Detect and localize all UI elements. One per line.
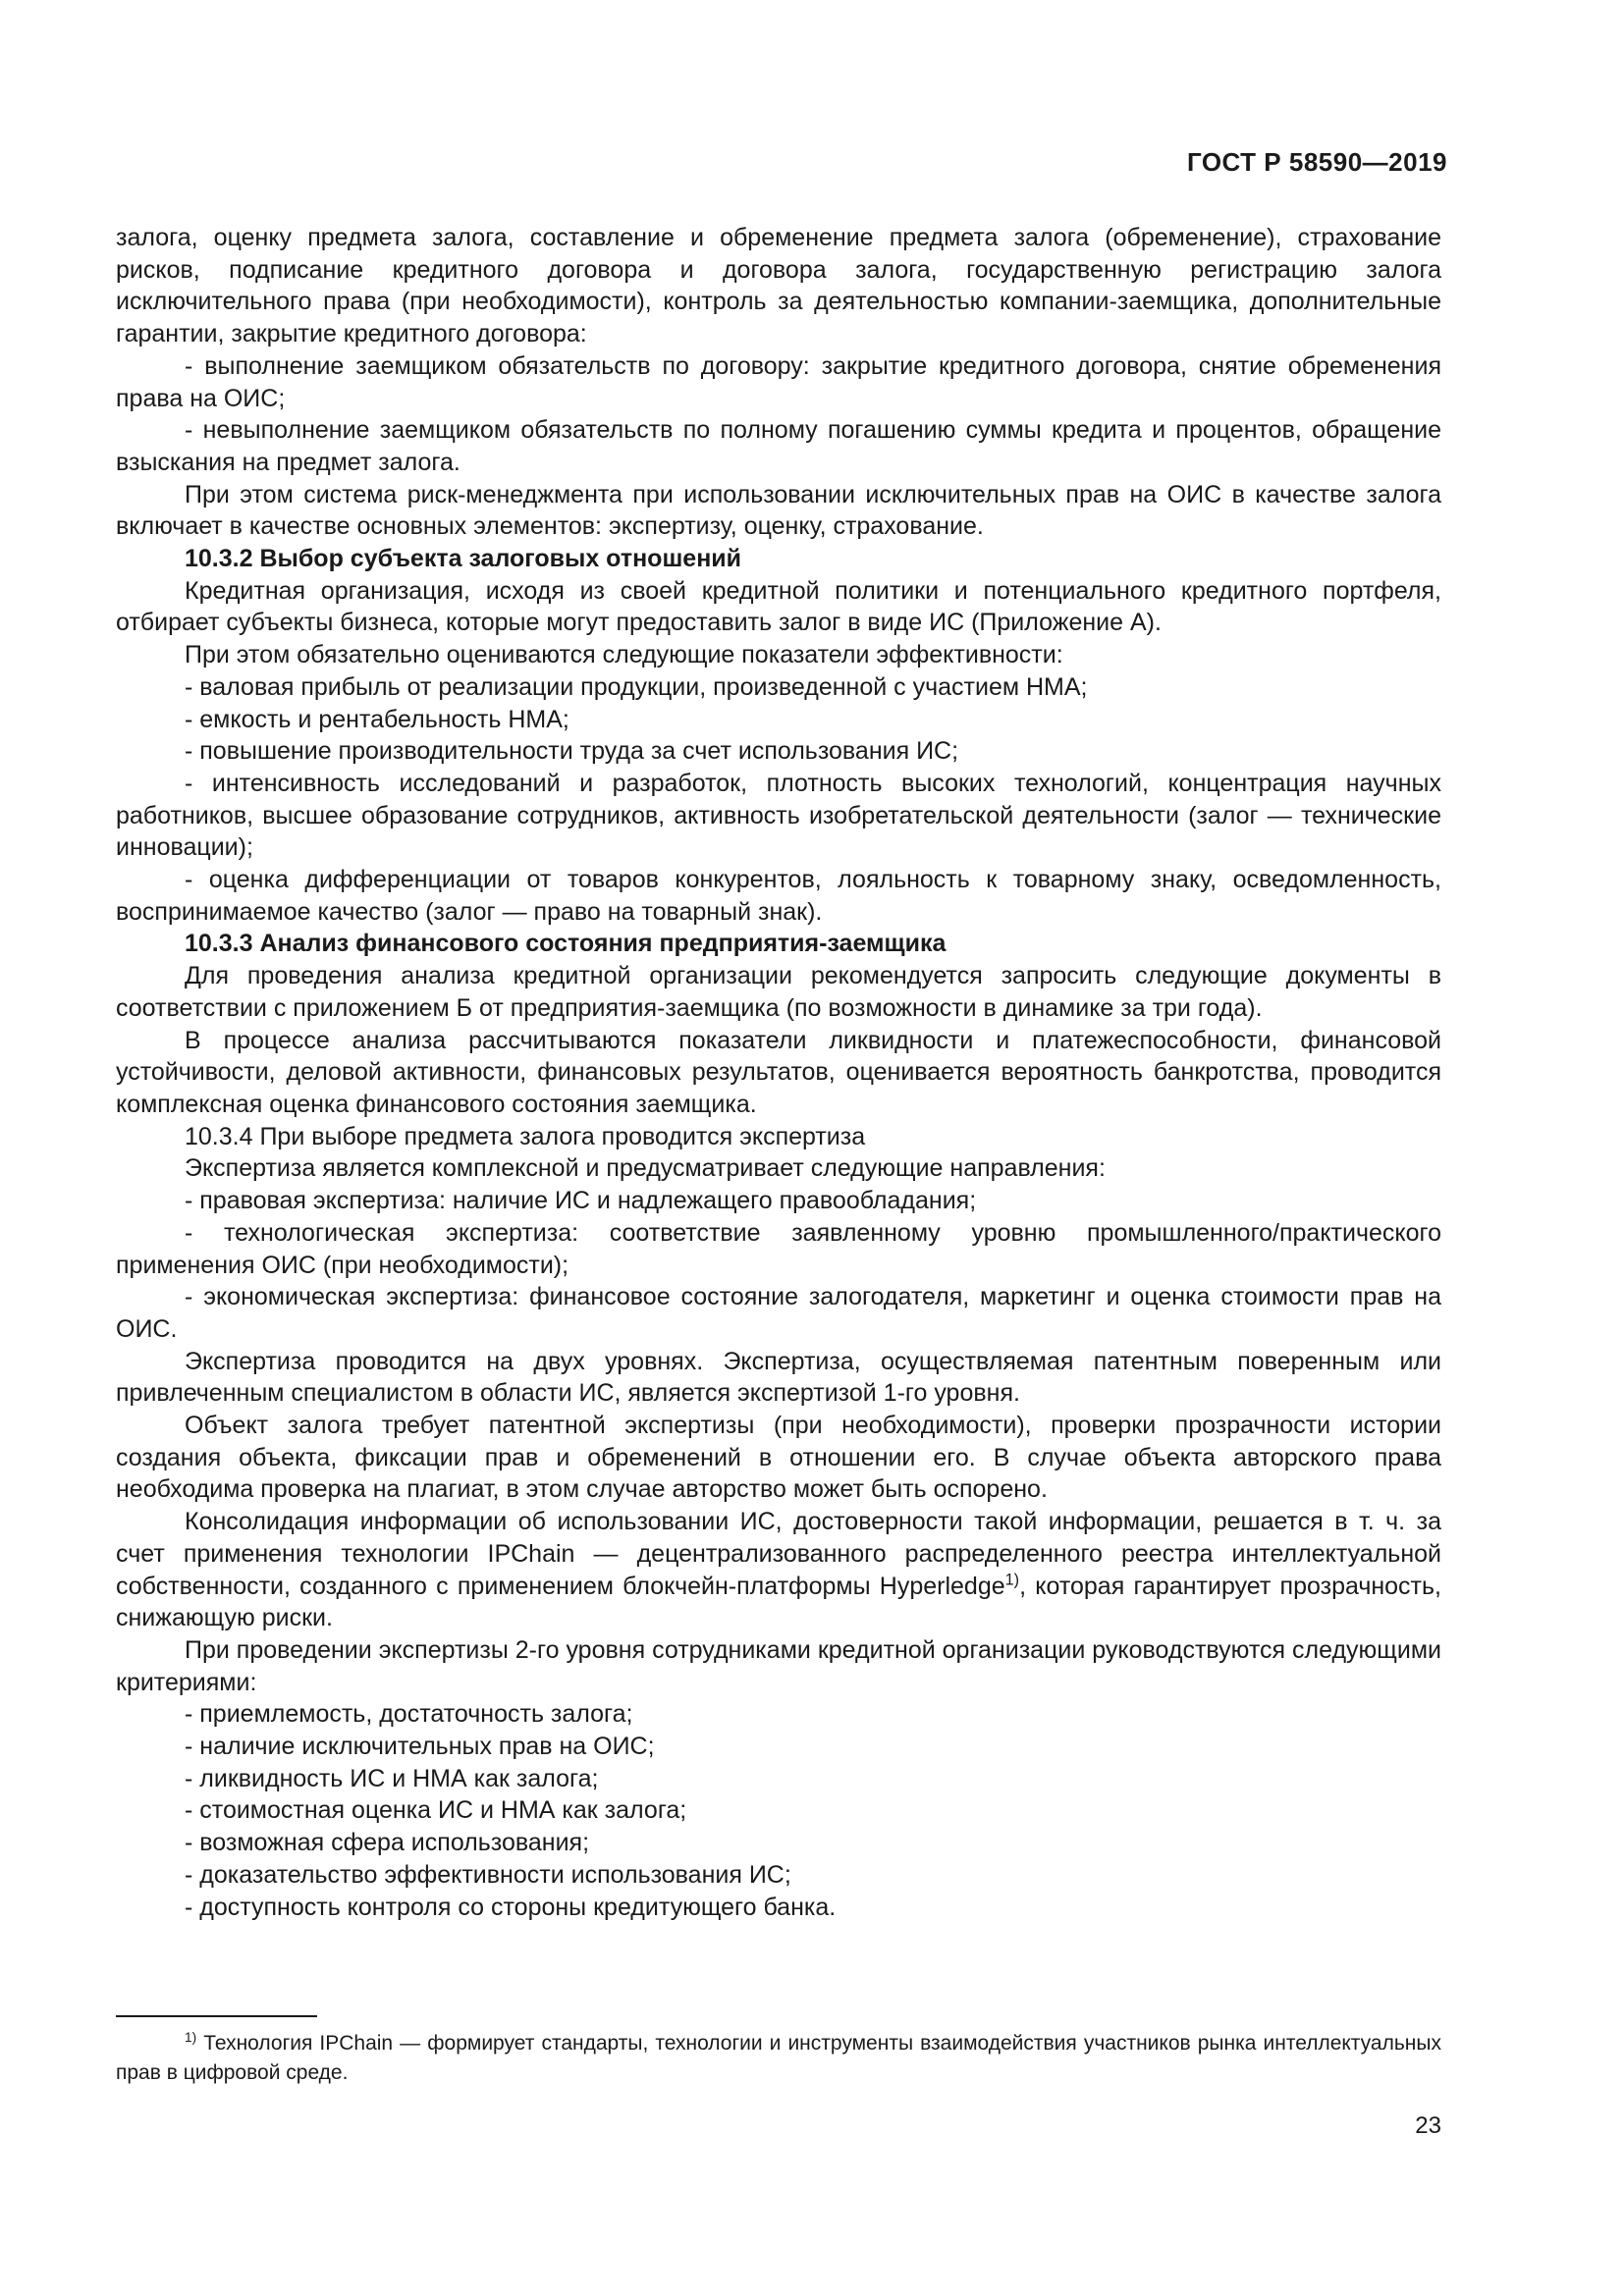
section-heading-10-3-4: 10.3.4 При выборе предмета залога проводится экспертиза <box>185 1122 866 1150</box>
list-item: - невыполнение заемщиком обязательств по полному погашению суммы кредита и процентов, обращение взыскания на предмет залога. <box>116 416 1441 476</box>
paragraph: В процессе анализа рассчитываются показатели ликвидности и платежеспособности, финансовой устойчивости, деловой активности, финансовых результатов, оценивается вероятность банкротства, проводится комплексная оценка финансового состояния заемщика. <box>116 1026 1441 1118</box>
list-item: - наличие исключительных прав на ОИС; <box>185 1733 655 1761</box>
paragraph: Экспертиза проводится на двух уровнях. Экспертиза, осуществляемая патентным поверенным или привлеченным специалистом в области ИС, является экспертизой 1-го уровня. <box>116 1347 1441 1408</box>
section-heading-10-3-3: 10.3.3 Анализ финансового состояния предприятия-заемщика <box>185 930 947 958</box>
document-header: ГОСТ Р 58590—2019 <box>1186 147 1447 177</box>
list-item: - ликвидность ИС и НМА как залога; <box>185 1764 599 1792</box>
paragraph <box>116 1506 1441 1634</box>
list-item: - стоимостная оценка ИС и НМА как залога; <box>185 1796 687 1825</box>
list-item: - оценка дифференциации от товаров конкурентов, лояльность к товарному знаку, осведомленность, воспринимаемое качество (залог — право на товарный знак). <box>116 866 1441 926</box>
list-item: - интенсивность исследований и разработок, плотность высоких технологий, концентрация научных работников, высшее образование сотрудников, активность изобретательской деятельности (залог — технические инновации); <box>116 769 1441 862</box>
paragraph: Объект залога требует патентной экспертизы (при необходимости), проверки прозрачности истории создания объекта, фиксации прав и обременений в отношении его. В случае объекта авторского права необходима проверка на плагиат, в этом случае авторство может быть оспорено. <box>116 1412 1441 1504</box>
list-item: - технологическая экспертиза: соответствие заявленному уровню промышленного/практического применения ОИС (при необходимости); <box>116 1218 1441 1279</box>
paragraph: Экспертиза является комплексной и предусматривает следующие направления: <box>185 1154 1106 1183</box>
list-item: - доказательство эффективности использования ИС; <box>185 1860 791 1889</box>
footnote <box>116 2029 1441 2088</box>
section-heading-10-3-2: 10.3.2 Выбор субъекта залоговых отношений <box>185 545 742 573</box>
list-item: - повышение производительности труда за счет использования ИС; <box>185 737 959 766</box>
paragraph-text: Консолидация информации об использовании ИС, достоверности такой информации, решается в т. ч. за счет применения технологии IPChain — децентрализованного распределенного реестра интеллектуальной собственности, созданного с применением блокчейн-платформы Hyperledge <box>116 1508 1441 1600</box>
footnote-text: Технология IPChain — формирует стандарты, технологии и инструменты взаимодействия участников рынка интеллектуальных прав в цифровой среде. <box>116 2032 1441 2084</box>
document-body <box>116 222 1441 1923</box>
list-item: - возможная сфера использования; <box>185 1829 590 1857</box>
paragraph: Для проведения анализа кредитной организации рекомендуется запросить следующие документы в соответствии с приложением Б от предприятия-заемщика (по возможности в динамике за три года). <box>116 962 1441 1022</box>
paragraph: При этом система риск-менеджмента при использовании исключительных прав на ОИС в качестве залога включает в качестве основных элементов: экспертизу, оценку, страхование. <box>116 480 1441 541</box>
paragraph: При этом обязательно оцениваются следующие показатели эффективности: <box>185 641 1063 669</box>
footnote-divider <box>116 2015 317 2017</box>
list-item: - валовая прибыль от реализации продукции, произведенной с участием НМА; <box>185 672 1088 701</box>
paragraph: залога, оценку предмета залога, составление и обременение предмета залога (обременение), страхование рисков, подписание кредитного договора и договора залога, государственную регистрацию залога исключительного права (при необходимости), контроль за деятельностью компании-заемщика, дополнительные гарантии, закрытие кредитного договора: <box>116 224 1441 348</box>
footnote-marker: 1) <box>185 2030 197 2045</box>
list-item: - выполнение заемщиком обязательств по договору: закрытие кредитного договора, снятие обременения права на ОИС; <box>116 351 1441 412</box>
list-item: - правовая экспертиза: наличие ИС и надлежащего правообладания; <box>185 1187 977 1215</box>
page-number: 23 <box>1415 2112 1441 2139</box>
list-item: - экономическая экспертиза: финансовое состояние залогодателя, маркетинг и оценка стоимости прав на ОИС. <box>116 1283 1441 1343</box>
footnote-reference[interactable]: 1) <box>1004 1571 1020 1589</box>
paragraph: Кредитная организация, исходя из своей кредитной политики и потенциального кредитного портфеля, отбирает субъекты бизнеса, которые могут предоставить залог в виде ИС (Приложение А). <box>116 576 1441 637</box>
list-item: - приемлемость, достаточность залога; <box>185 1700 633 1729</box>
list-item: - доступность контроля со стороны кредитующего банка. <box>185 1893 837 1921</box>
paragraph-text-tail: , которая гарантирует прозрачность, снижающую риски. <box>116 1572 1441 1632</box>
list-item: - емкость и рентабельность НМА; <box>185 705 569 733</box>
paragraph: При проведении экспертизы 2-го уровня сотрудниками кредитной организации руководствуются следующими критериями: <box>116 1635 1441 1696</box>
